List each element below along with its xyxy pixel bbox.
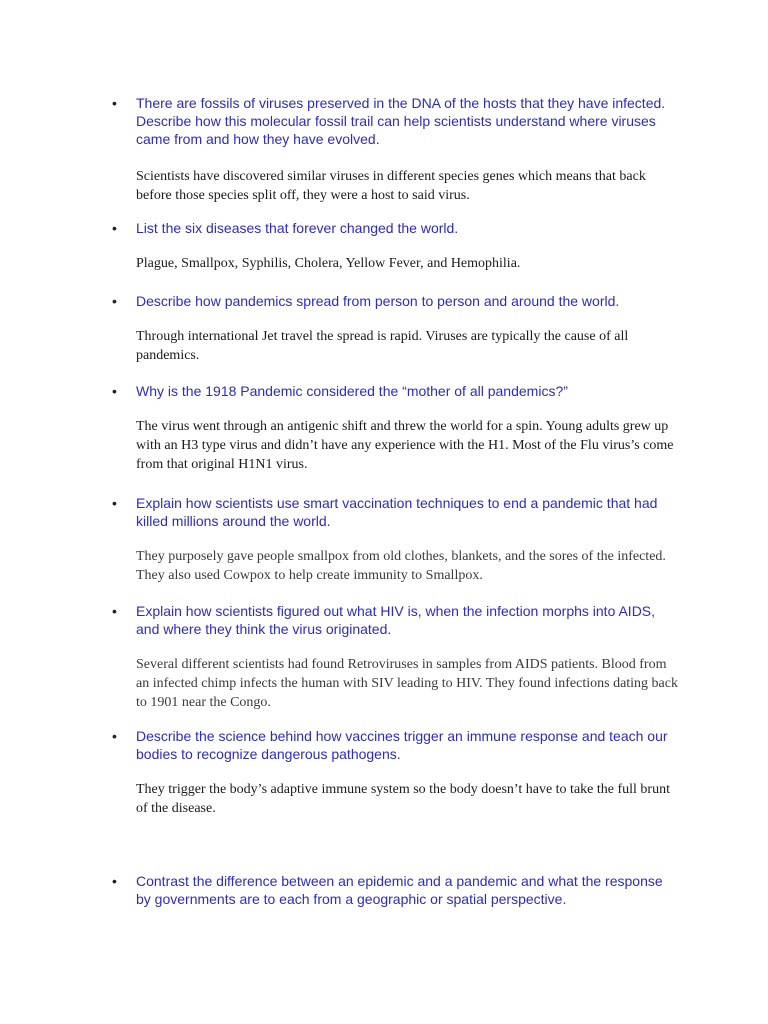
bullet-icon: • [112, 220, 117, 236]
question-text: List the six diseases that forever changed the world. [136, 220, 459, 236]
bullet-icon: • [112, 728, 117, 744]
answer-text: The virus went through an antigenic shift and threw the world for a spin. Young adults grew up with an H3 type virus and didn’t have any experience with the H1. Most of the Flu virus’s come from that original H1N1 virus. [136, 419, 674, 472]
qa-item-2 [0, 219, 768, 273]
qa-item-8 [0, 872, 768, 908]
question-text: Explain how scientists use smart vaccination techniques to end a pandemic that had killed millions around the world. [136, 495, 658, 529]
question-text: Why is the 1918 Pandemic considered the “mother of all pandemics?” [136, 383, 568, 399]
bullet-icon: • [112, 603, 117, 619]
qa-item-6 [0, 602, 768, 712]
answer-text: They purposely gave people smallpox from old clothes, blankets, and the sores of the infected. They also used Cowpox to help create immunity to Smallpox. [136, 549, 666, 583]
question-text: Explain how scientists figured out what HIV is, when the infection morphs into AIDS, and where they think the virus originated. [136, 603, 656, 637]
answer-text: Through international Jet travel the spread is rapid. Viruses are typically the cause of all pandemics. [136, 329, 629, 363]
question-text: Describe how pandemics spread from person to person and around the world. [136, 293, 620, 309]
bullet-icon: • [112, 383, 117, 399]
bullet-icon: • [112, 495, 117, 511]
answer-text: Plague, Smallpox, Syphilis, Cholera, Yellow Fever, and Hemophilia. [136, 256, 521, 271]
qa-item-4 [0, 382, 768, 474]
bullet-icon: • [112, 293, 117, 309]
bullet-icon: • [112, 873, 117, 889]
answer-text: They trigger the body’s adaptive immune system so the body doesn’t have to take the full brunt of the disease. [136, 782, 670, 816]
question-text: Contrast the difference between an epidemic and a pandemic and what the response by governments are to each from a geographic or spatial perspective. [136, 873, 663, 907]
question-text: Describe the science behind how vaccines trigger an immune response and teach our bodies to recognize dangerous pathogens. [136, 728, 668, 762]
qa-item-5 [0, 494, 768, 585]
qa-item-1 [0, 94, 768, 205]
answer-text: Scientists have discovered similar viruses in different species genes which means that back before those species split off, they were a host to said virus. [136, 169, 646, 203]
answer-text: Several different scientists had found Retroviruses in samples from AIDS patients. Blood from an infected chimp infects the human with SIV leading to HIV. They found infections dating back to 1901 near the Congo. [136, 657, 678, 710]
question-text: There are fossils of viruses preserved in the DNA of the hosts that they have infected. Describe how this molecular fossil trail can help scientists understand where viruses came from and how they have evolved. [136, 95, 666, 147]
qa-item-7 [0, 727, 768, 818]
qa-item-3 [0, 292, 768, 365]
bullet-icon: • [112, 95, 117, 111]
